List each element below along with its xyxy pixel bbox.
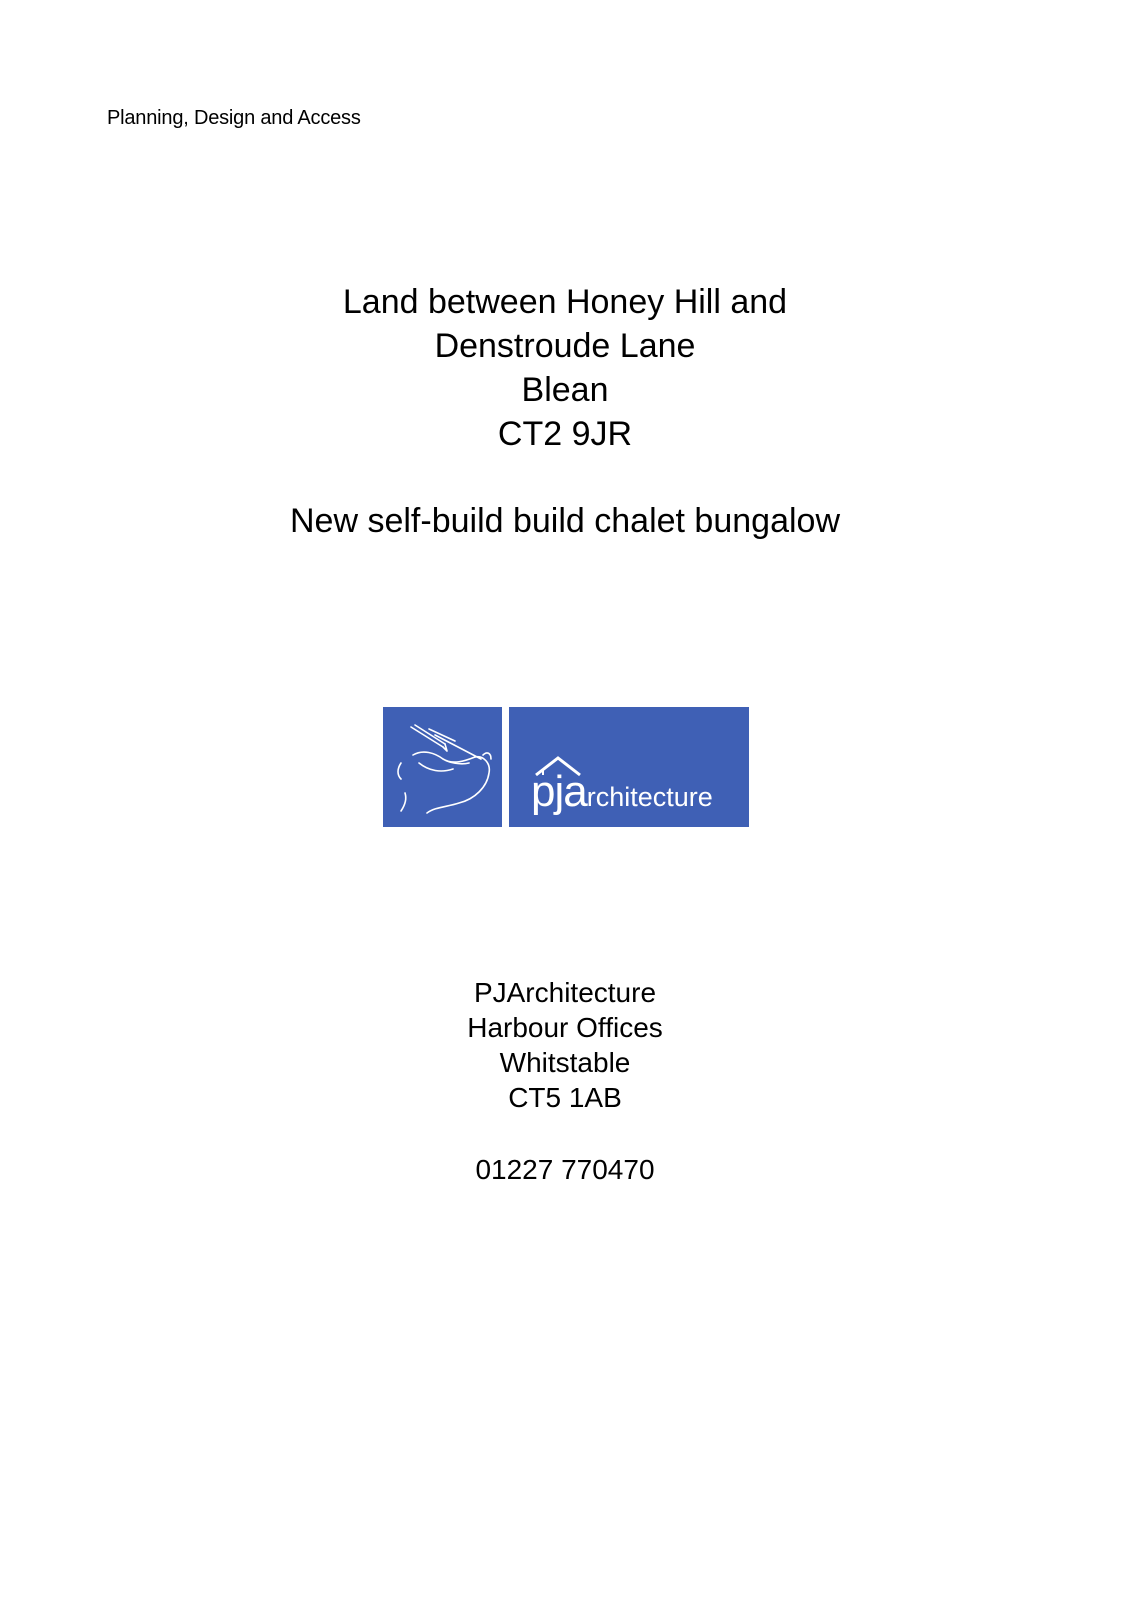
site-address-line: Land between Honey Hill and: [342, 283, 788, 321]
hand-drawing-icon: [383, 707, 502, 827]
site-postcode: CT2 9JR: [497, 415, 633, 453]
logo-wordmark: [531, 767, 713, 817]
document-header-label: Planning, Design and Access: [107, 107, 361, 129]
project-title: New self-build build chalet bungalow: [290, 502, 840, 540]
site-address-line: Blean: [521, 371, 609, 409]
company-logo: [383, 707, 749, 827]
phone-number: 01227 770470: [475, 1154, 655, 1185]
site-address-line: Denstroude Lane: [434, 327, 696, 365]
logo-wordmark-initials: pja: [531, 767, 587, 816]
address-line: Harbour Offices: [467, 1012, 663, 1043]
site-address: [0, 280, 1130, 456]
address-postcode: CT5 1AB: [508, 1082, 622, 1113]
logo-wordmark-rest: rchitecture: [586, 782, 713, 812]
address-line: Whitstable: [499, 1047, 631, 1078]
contact-address: [0, 975, 1130, 1115]
logo-wordmark-panel: [509, 707, 749, 827]
company-name: PJArchitecture: [473, 977, 657, 1008]
